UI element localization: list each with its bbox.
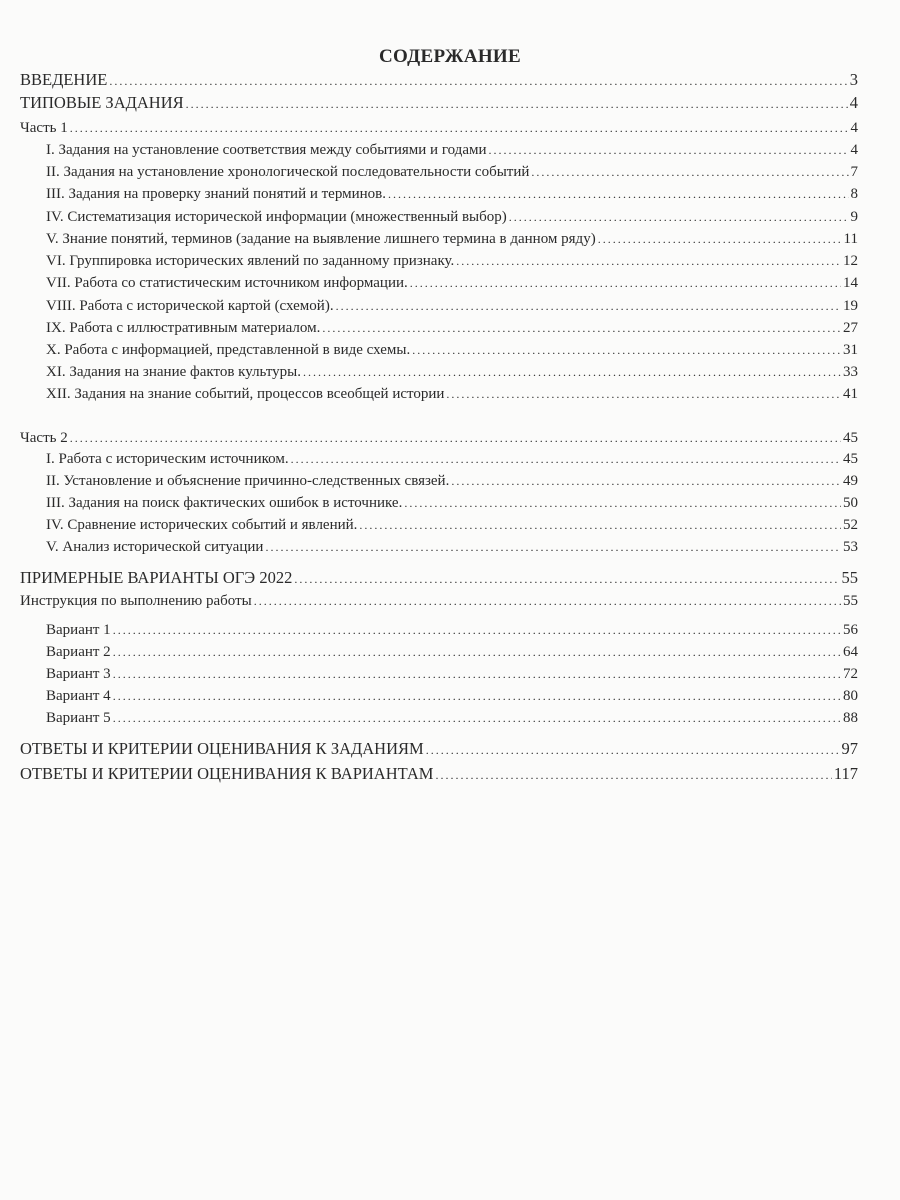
toc-entry-label: II. Задания на установление хронологической последовательности событий <box>46 164 530 180</box>
dot-leader <box>303 363 841 381</box>
toc-entry-label: ОТВЕТЫ И КРИТЕРИИ ОЦЕНИВАНИЯ К ВАРИАНТАМ <box>20 764 434 783</box>
dot-leader <box>254 592 841 610</box>
dot-leader <box>388 185 849 203</box>
toc-entry-label: IV. Систематизация исторической информации (множественный выбор) <box>46 209 507 225</box>
dot-leader <box>451 472 841 490</box>
toc-entry <box>20 569 858 588</box>
toc-entry-page: 52 <box>843 517 858 533</box>
toc-entry-page: 4 <box>849 93 858 112</box>
toc-entry <box>46 450 858 468</box>
toc-entry-label: Вариант 5 <box>46 710 111 726</box>
toc-entry <box>20 429 858 447</box>
toc-entry <box>46 319 858 337</box>
dot-leader <box>294 569 839 588</box>
toc-entry <box>46 516 858 534</box>
toc-entry-label: VIII. Работа с исторической картой (схемой). <box>46 298 334 314</box>
toc-entry-label: Вариант 4 <box>46 688 111 704</box>
toc-entry-page: 97 <box>841 739 858 758</box>
dot-leader <box>291 450 841 468</box>
toc-entry-page: 4 <box>850 142 858 158</box>
toc-entry-page: 50 <box>843 495 858 511</box>
toc-entry-label: Часть 2 <box>20 430 68 446</box>
toc-entry-page: 117 <box>833 764 858 783</box>
toc-entry <box>46 341 858 359</box>
toc-entry-page: 27 <box>843 320 858 336</box>
toc-entry-label: II. Установление и объяснение причинно-следственных связей. <box>46 473 450 489</box>
toc-entry <box>46 643 858 661</box>
dot-leader <box>531 163 848 181</box>
toc-entry-label: I. Задания на установление соответствия между событиями и годами <box>46 142 487 158</box>
dot-leader <box>113 687 841 705</box>
toc-entry-label: IX. Работа с иллюстративным материалом. <box>46 320 321 336</box>
toc-entry-label: ВВЕДЕНИЕ <box>20 70 108 89</box>
toc-entry <box>20 71 858 90</box>
dot-leader <box>113 621 841 639</box>
toc-entry <box>46 538 858 556</box>
dot-leader <box>113 709 841 727</box>
toc-entry-label: Вариант 2 <box>46 644 111 660</box>
toc-entry-page: 72 <box>843 666 858 682</box>
toc-entry <box>46 274 858 292</box>
dot-leader <box>426 740 840 759</box>
toc-entry <box>46 621 858 639</box>
toc-entry-page: 9 <box>850 209 858 225</box>
toc-entry-page: 49 <box>843 473 858 489</box>
toc-entry-page: 7 <box>850 164 858 180</box>
toc-entry <box>20 119 858 137</box>
toc-entry <box>20 592 858 610</box>
toc-entry-label: XI. Задания на знание фактов культуры. <box>46 364 302 380</box>
toc-entry-page: 12 <box>843 253 858 269</box>
dot-leader <box>412 341 841 359</box>
dot-leader <box>109 71 847 90</box>
toc-entry-label: I. Работа с историческим источником. <box>46 451 289 467</box>
toc-entry-page: 11 <box>843 231 858 247</box>
toc-entry-page: 88 <box>843 710 858 726</box>
dot-leader <box>489 141 849 159</box>
toc-entry <box>46 385 858 403</box>
toc-entry-page: 19 <box>843 298 858 314</box>
toc-entry <box>46 297 858 315</box>
toc-entry-page: 31 <box>843 342 858 358</box>
dot-leader <box>70 119 849 137</box>
toc-entry-page: 56 <box>843 622 858 638</box>
toc-entry-label: IV. Сравнение исторических событий и явлений. <box>46 517 358 533</box>
toc-entry-label: X. Работа с информацией, представленной в виде схемы. <box>46 342 411 358</box>
toc-entry <box>20 765 858 784</box>
toc-entry-label: ОТВЕТЫ И КРИТЕРИИ ОЦЕНИВАНИЯ К ЗАДАНИЯМ <box>20 739 424 758</box>
toc-entry <box>46 163 858 181</box>
toc-entry-page: 14 <box>843 275 858 291</box>
toc-entry-page: 41 <box>843 386 858 402</box>
dot-leader <box>598 230 842 248</box>
toc-entry <box>46 230 858 248</box>
toc-entry-label: Вариант 1 <box>46 622 111 638</box>
toc-entry-page: 33 <box>843 364 858 380</box>
toc-entry <box>46 687 858 705</box>
toc-entry-page: 53 <box>843 539 858 555</box>
toc-entry-label: VII. Работа со статистическим источником информации. <box>46 275 408 291</box>
toc-entry <box>46 494 858 512</box>
toc-entry-page: 64 <box>843 644 858 660</box>
toc-entry-label: ПРИМЕРНЫЕ ВАРИАНТЫ ОГЭ 2022 <box>20 568 293 587</box>
toc-entry-label: Вариант 3 <box>46 666 111 682</box>
toc-entry <box>20 94 858 113</box>
toc-entry <box>46 472 858 490</box>
dot-leader <box>113 643 841 661</box>
dot-leader <box>509 208 849 226</box>
toc-entry-page: 8 <box>850 186 858 202</box>
dot-leader <box>435 765 831 784</box>
toc-entry-page: 55 <box>841 568 858 587</box>
dot-leader <box>404 494 841 512</box>
toc-entry-label: ТИПОВЫЕ ЗАДАНИЯ <box>20 93 184 112</box>
dot-leader <box>322 319 841 337</box>
toc-entry-label: III. Задания на поиск фактических ошибок в источнике. <box>46 495 403 511</box>
toc-entry-label: Инструкция по выполнению работы <box>20 593 252 609</box>
toc-entry-page: 45 <box>843 451 858 467</box>
toc-entry-page: 55 <box>843 593 858 609</box>
toc-entry-page: 4 <box>850 120 858 136</box>
dot-leader <box>359 516 841 534</box>
dot-leader <box>265 538 841 556</box>
toc-entry-label: V. Анализ исторической ситуации <box>46 539 264 555</box>
dot-leader <box>113 665 841 683</box>
dot-leader <box>446 385 841 403</box>
dot-leader <box>336 297 841 315</box>
toc-entry-page: 45 <box>843 430 858 446</box>
dot-leader <box>70 429 841 447</box>
toc-entry-page: 80 <box>843 688 858 704</box>
toc-entry-page: 3 <box>849 70 858 89</box>
dot-leader <box>186 94 848 113</box>
toc-entry <box>46 141 858 159</box>
toc-entry-label: III. Задания на проверку знаний понятий и терминов. <box>46 186 386 202</box>
toc-title: СОДЕРЖАНИЕ <box>379 46 521 67</box>
toc-entry-label: XII. Задания на знание событий, процессов всеобщей истории <box>46 386 445 402</box>
toc-entry <box>46 363 858 381</box>
toc-entry <box>46 252 858 270</box>
toc-entry <box>46 185 858 203</box>
toc-entry <box>20 740 858 759</box>
toc-entry-label: V. Знание понятий, терминов (задание на выявление лишнего термина в данном ряду) <box>46 231 596 247</box>
toc-entry <box>46 709 858 727</box>
toc-entry <box>46 208 858 226</box>
toc-entry <box>46 665 858 683</box>
dot-leader <box>410 274 841 292</box>
dot-leader <box>456 252 841 270</box>
toc-entry-label: Часть 1 <box>20 120 68 136</box>
toc-entry-label: VI. Группировка исторических явлений по заданному признаку. <box>46 253 455 269</box>
